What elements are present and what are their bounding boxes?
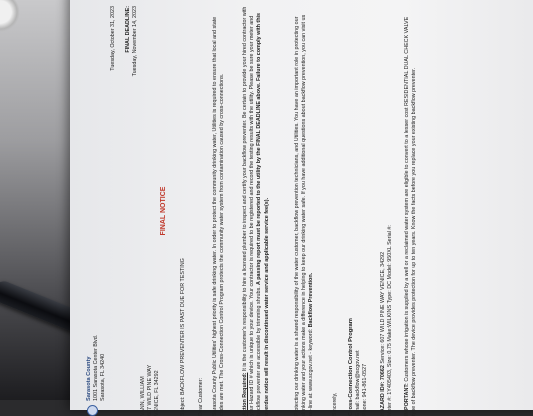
county-seal-icon	[87, 405, 98, 416]
signature-block	[348, 6, 370, 416]
paragraph-1-text: Sarasota County Public Utilities' highest priority is safe drinking water. In order to protect the community drinking water, Utilities is required to ensure that local and state codes are met. The Cross-Connection Control Program protects the community water system from contamination caused by cross-connections.	[212, 16, 226, 416]
notice-title-block	[160, 6, 167, 416]
sender-org: Sarasota County	[86, 356, 92, 401]
letter-date: Tuesday, October 31, 2023	[110, 6, 116, 71]
paragraph-3-text	[294, 6, 316, 416]
sender-address	[86, 335, 108, 401]
final-deadline-label: FINAL DEADLINE:	[125, 6, 131, 53]
salutation: Dear Customer:	[198, 377, 204, 416]
closing: Sincerely,	[332, 392, 338, 416]
closing-block	[332, 6, 339, 416]
important-label: IMPORTANT:	[404, 383, 410, 416]
binder-clip	[0, 0, 20, 32]
paragraph-3-body: Protecting our drinking water is a shared responsibility of the water customer, backflow prevention technicians, and Utilities. You have an important role in protecting our drinking water and your actions make a difference in helping to keep our drinking water safe. If you have additional questions about backflow prevention, you can visit us on-line at: www.scgov.net - keyword:	[294, 14, 315, 416]
recipient-name: VANN, WILLIAM	[140, 376, 146, 416]
hazard-id: HAZARD ID#: 70662	[380, 365, 386, 416]
paragraph-2-text	[242, 6, 271, 416]
program-name: Cross-Connection Control Program	[348, 318, 354, 416]
paragraph-1	[212, 6, 226, 416]
important-text	[404, 6, 418, 416]
recipient-city: VENICE, FL 34292	[154, 370, 161, 416]
letterhead	[86, 6, 108, 416]
paragraph-3	[294, 6, 316, 416]
paragraph-2	[242, 6, 271, 416]
paragraph-3-keyword: Backflow Prevention.	[308, 272, 315, 328]
contact-email: Email: backflow@scgov.net	[355, 350, 362, 416]
paragraph-2-body: It is the customer's responsibility to hire a licensed plumber to inspect and certify your backflow preventer. Be certain to provide your hired contractor with your Hazard ID # which is unique to your device. Your contractor is required to be registered and record the testing results with the utility. Please be sure your meter and backflow preventer are accessible by trimming shrubs.	[242, 6, 263, 416]
subject-block	[180, 6, 187, 416]
recipient-address	[140, 6, 162, 416]
sender-address-line1: 1001 Sarasota Center Blvd.	[93, 334, 100, 401]
deadline-block	[125, 6, 139, 416]
subject-line: Subject: BACKFLOW PREVENTER IS PAST DUE FOR TESTING	[180, 258, 186, 416]
service-address: Service: 607 WILD PINE WAY VENICE, 34292	[380, 251, 386, 366]
device-info	[380, 6, 394, 416]
paragraph-2-warning: A passing report must be reported to the utility by the FINAL DEADLINE above. Failure to comply with this overdue notice will result in discontinued water service and applicable service fee(s).	[256, 13, 270, 416]
final-deadline-date: Tuesday, November 14, 2023	[132, 6, 139, 77]
contact-phone: Phone: 941-861-0527	[362, 363, 369, 416]
date-block	[110, 6, 117, 416]
important-note	[404, 6, 418, 416]
meter-line: Meter #: 1Y405403, Size: 0.75 Make:WILKINS Type: DC Model: 950XL Serial #:	[387, 225, 394, 416]
recipient-street: 607 WILD PINE WAY	[147, 364, 154, 416]
action-required-label: Action Required:	[242, 372, 248, 416]
sender-address-line2: Sarasota, FL 34240	[100, 353, 107, 401]
important-body: Customers whose irrigation is supplied by a well or a reclaimed water system are eligible to convert to a lesser cost RESIDENTIAL DUAL CHECK VALVE type of backflow preventer. The device provides protection for up to ten years. Know the facts before you replace your existing backflow preventer.	[404, 16, 418, 416]
hazard-line	[380, 6, 387, 416]
notice-title: FINAL NOTICE	[160, 186, 167, 236]
salutation-block	[198, 6, 205, 416]
letter-content	[82, 6, 512, 416]
